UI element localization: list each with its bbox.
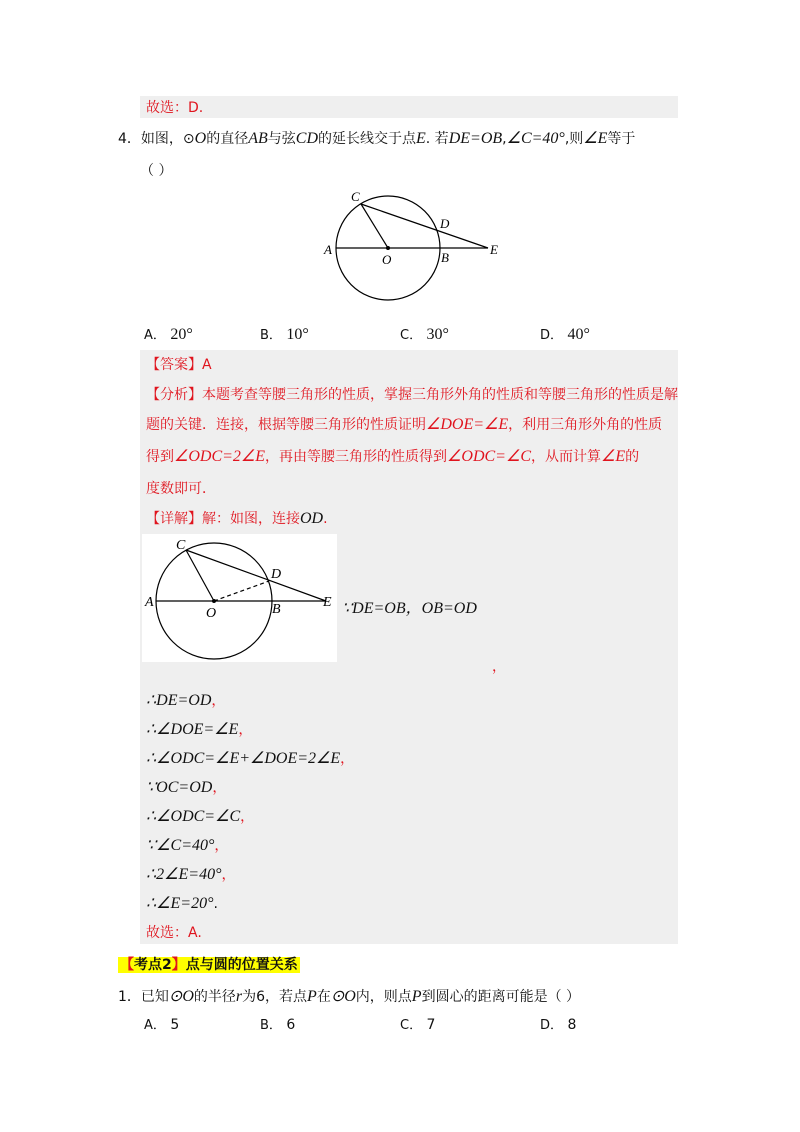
q4-stem-text: . 若 (425, 131, 449, 147)
q1-text: 到圆心的距离可能是（ ） (421, 989, 581, 1005)
option-label: A． (144, 328, 166, 343)
detail-math: OD (300, 510, 324, 527)
q4-option-a[interactable] (144, 324, 193, 347)
q1-number: 1． (118, 989, 141, 1005)
q4-math-angleE: ∠E (583, 130, 608, 147)
option-label: D． (540, 328, 564, 343)
analysis-text: 的 (625, 449, 640, 465)
q1-text: 的半径 (193, 989, 236, 1005)
analysis-text: 本题考查等腰三角形的性质，掌握三角形外角的性质和等腰三角形的性质是解 (202, 387, 678, 403)
stray-comma: ， (492, 659, 506, 675)
analysis-line-4: 度数即可． (146, 481, 216, 497)
q1-math: P (411, 988, 422, 1005)
option-value: 10° (286, 326, 309, 343)
step-punct: ， (238, 722, 253, 738)
label-B: B (441, 250, 449, 265)
option-label: B． (260, 328, 282, 343)
analysis-math: ∠ODC=2∠E (174, 448, 266, 465)
point-O (386, 246, 390, 250)
detail-line (146, 508, 328, 530)
step-line (146, 893, 354, 922)
line-CE (186, 550, 326, 601)
step-punct: . (213, 896, 218, 912)
prev-answer: 故选：D. (146, 100, 204, 116)
step-math: ∴∠E=20° (146, 895, 214, 912)
q4-stem (118, 128, 635, 150)
point-O (212, 599, 216, 603)
analysis-tag: 【分析】 (146, 387, 202, 403)
step-line (146, 835, 354, 864)
label-A: A (324, 242, 332, 257)
option-label: C． (400, 1018, 423, 1033)
q4-figure (318, 182, 518, 306)
step-punct: ， (240, 809, 255, 825)
step-punct: ， (340, 751, 355, 767)
analysis-line-3 (146, 446, 639, 468)
steps-list (146, 690, 354, 922)
option-value: 30° (426, 326, 449, 343)
q4-stem-text: 等于 (607, 131, 636, 147)
q1-stem (118, 986, 580, 1008)
analysis-text: ，从而计算 (530, 449, 601, 465)
step-line (146, 748, 354, 777)
label-B: B (272, 602, 281, 617)
q4-stem-text: ,则 (564, 131, 584, 147)
step-line (146, 806, 354, 835)
option-label: A． (144, 1018, 166, 1033)
analysis-line-1 (146, 384, 678, 406)
q1-text: 为6，若点 (242, 989, 308, 1005)
q4-number: 4． (118, 131, 141, 147)
label-D: D (440, 216, 450, 231)
answer-value: A (202, 357, 212, 373)
step-punct: ， (221, 867, 236, 883)
analysis-math: ∠DOE=∠E (426, 416, 509, 433)
step-line (146, 690, 354, 719)
q4-stem-text: 如图，⊙ (140, 131, 195, 147)
q4-option-b[interactable] (260, 324, 309, 347)
q4-option-d[interactable] (540, 324, 590, 347)
step-punct: ， (214, 838, 229, 854)
q4-stem-text: , (502, 131, 507, 147)
prev-answer-band (140, 96, 678, 118)
option-value: 7 (426, 1017, 436, 1033)
option-label: C． (400, 328, 423, 343)
step-line (146, 864, 354, 893)
detail-text: 解：如图，连接 (202, 511, 300, 527)
q4-math-AB: AB (248, 130, 268, 147)
q1-option-a[interactable] (144, 1014, 179, 1037)
detail-figure (142, 534, 337, 662)
bracket-close: 】 (171, 957, 186, 973)
label-O: O (382, 252, 392, 267)
option-value: 6 (286, 1017, 296, 1033)
option-value: 20° (170, 326, 193, 343)
analysis-math: ∠ODC=∠C (447, 448, 531, 465)
analysis-math: ∠E (600, 448, 626, 465)
line-OC (361, 204, 388, 248)
line-OD-dashed (214, 581, 269, 601)
analysis-line-2 (146, 414, 662, 436)
q4-math-cond: DE=OB (448, 130, 503, 147)
analysis-text: 得到 (146, 449, 174, 465)
section-heading (118, 954, 300, 976)
option-value: 8 (567, 1017, 577, 1033)
detail-tag: 【详解】 (146, 511, 202, 527)
q4-math-angle: ∠C=40° (506, 130, 565, 147)
label-O: O (206, 606, 217, 621)
q4-stem-text: 与弦 (267, 131, 296, 147)
step-math: ∵OC=OD (146, 779, 213, 796)
option-value: 40° (567, 326, 590, 343)
q1-text: 在 (316, 989, 331, 1005)
bracket-open: 【 (120, 957, 134, 973)
q1-math: r (235, 988, 243, 1005)
label-C: C (351, 189, 360, 204)
option-value: 5 (170, 1017, 180, 1033)
answer-line (146, 354, 212, 376)
q1-text: 已知 (140, 989, 169, 1005)
label-D: D (271, 567, 282, 582)
q1-option-b[interactable] (260, 1014, 295, 1037)
section-name: 考点2 (134, 957, 172, 973)
q4-math-E: E (416, 130, 426, 147)
q4-paren: （ ） (140, 163, 173, 179)
step-line (146, 719, 354, 748)
option-label: D． (540, 1018, 564, 1033)
q4-option-c[interactable] (400, 324, 449, 347)
section-title: 点与圆的位置关系 (185, 957, 298, 973)
q1-math: P (307, 988, 317, 1005)
step-math: ∴∠DOE=∠E (146, 721, 239, 738)
step-math: ∵∠C=40° (146, 837, 215, 854)
q4-math-CD: CD (295, 130, 318, 147)
step-punct: ， (212, 780, 227, 796)
detail-punct: . (323, 511, 328, 527)
because-line-1: ∵DE=OB，OB=OD (342, 600, 477, 617)
q4-math-O: O (194, 130, 207, 147)
q1-option-c[interactable] (400, 1014, 435, 1037)
final-answer: 故选：A. (146, 925, 202, 941)
step-math: ∴DE=OD (146, 692, 212, 709)
step-punct: ， (211, 693, 226, 709)
label-E: E (490, 242, 498, 257)
analysis-text: ，再由等腰三角形的性质得到 (265, 449, 448, 465)
option-label: B． (260, 1018, 282, 1033)
analysis-text: ，利用三角形外角的性质 (508, 417, 663, 433)
step-line (146, 777, 354, 806)
section-tag (118, 957, 300, 973)
step-math: ∴2∠E=40° (146, 866, 222, 883)
analysis-text: 题的关键．连接，根据等腰三角形的性质证明 (146, 417, 426, 433)
step-math: ∴∠ODC=∠E+∠DOE=2∠E (146, 750, 341, 767)
label-A: A (145, 595, 154, 610)
label-E: E (323, 595, 332, 610)
answer-tag: 【答案】 (146, 357, 202, 373)
q4-stem-text: 的延长线交于点 (318, 131, 416, 147)
q1-math: ⊙O (330, 988, 356, 1005)
q1-math: ⊙O (168, 988, 194, 1005)
q1-text: 内，则点 (355, 989, 412, 1005)
label-C: C (176, 538, 186, 553)
q4-stem-text: 的直径 (206, 131, 249, 147)
step-math: ∴∠ODC=∠C (146, 808, 241, 825)
q1-option-d[interactable] (540, 1014, 576, 1037)
line-OC (186, 550, 214, 601)
